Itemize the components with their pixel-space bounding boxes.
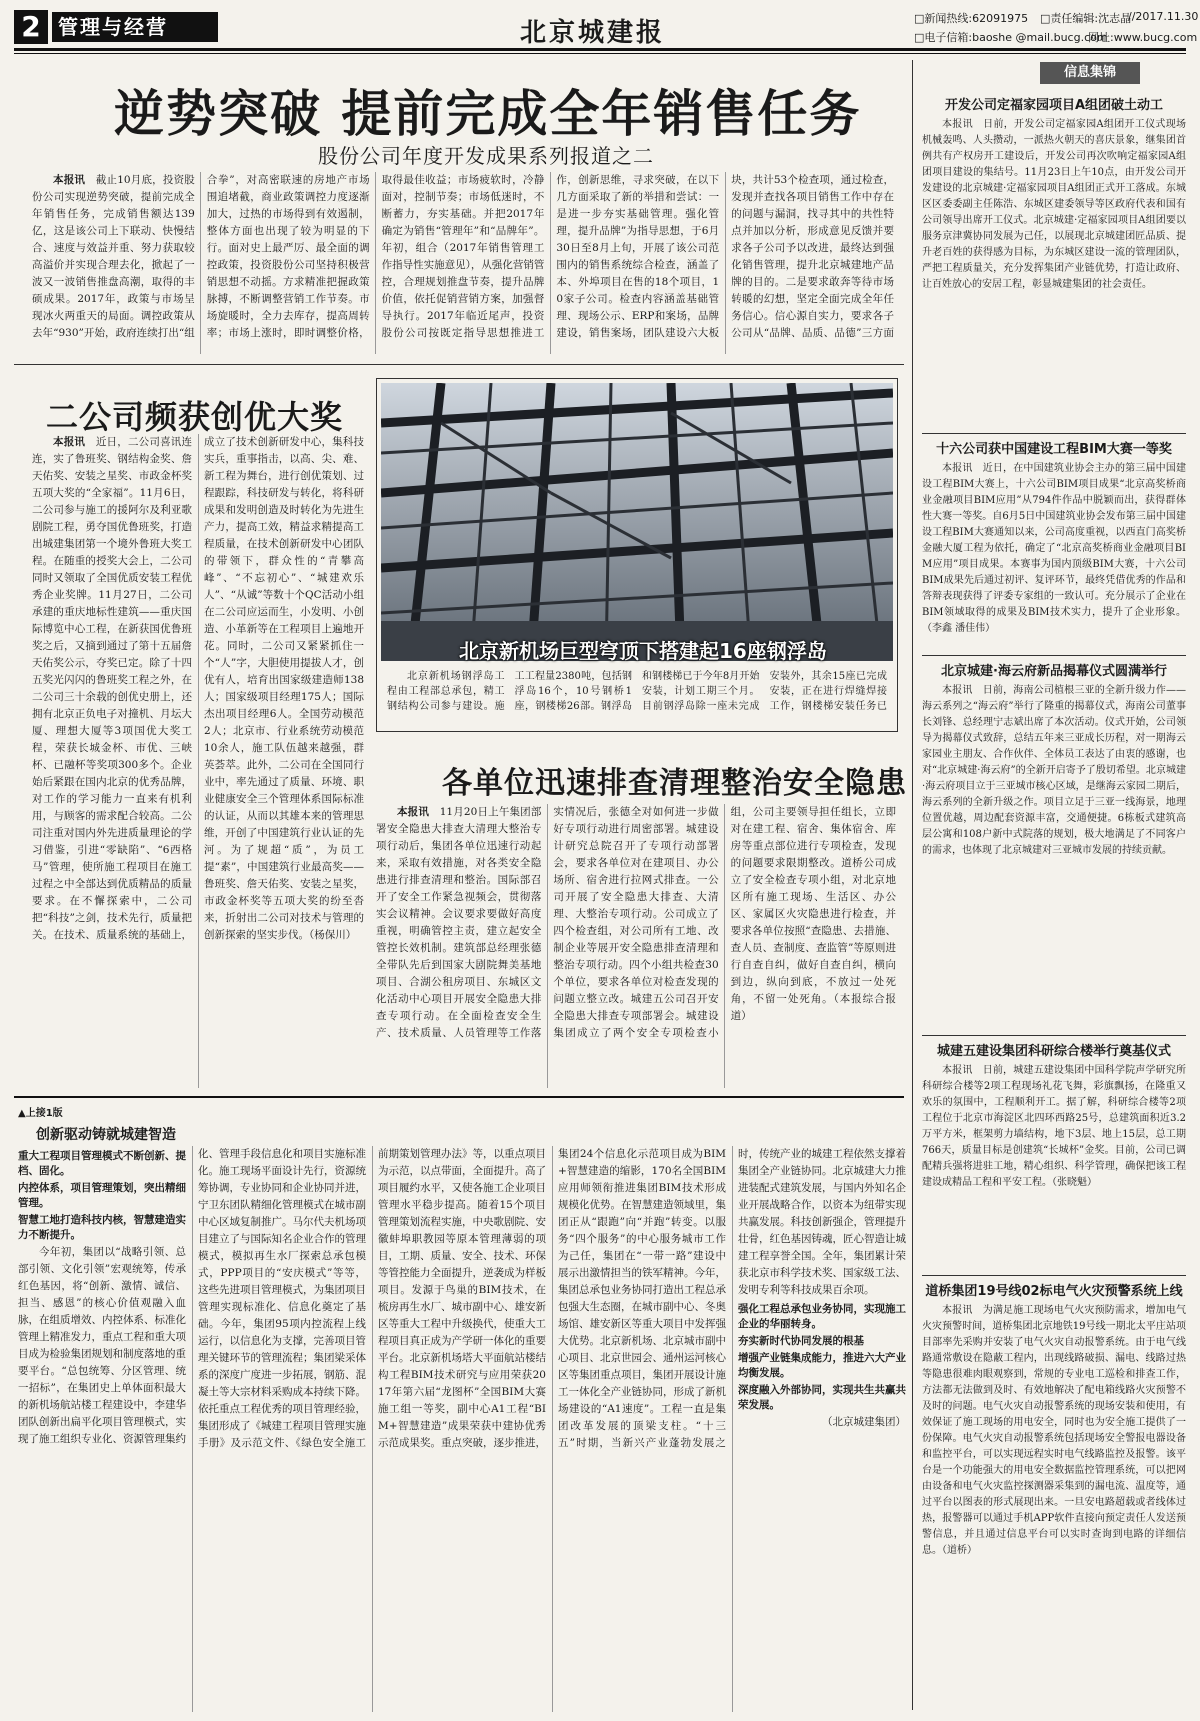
sidebar	[922, 90, 1186, 1710]
sidebar-item-4-title: 城建五建设集团科研综合楼举行奠基仪式	[936, 1044, 1171, 1059]
photo-frame	[376, 378, 898, 732]
safety-headline: 各单位迅速排查清理整治安全隐患	[442, 766, 907, 801]
email[interactable]: □电子信箱:baoshe @mail.bucg.com	[914, 31, 1108, 44]
bottom-body	[18, 1146, 906, 1712]
section-name: 管理与经营	[52, 12, 218, 42]
sidebar-item-3-title: 北京城建·海云府新品揭幕仪式圆满举行	[941, 664, 1167, 679]
page-number: 2	[14, 10, 48, 44]
photo-steel-islands	[381, 383, 893, 661]
bottom-credit: （北京城建集团）	[822, 1416, 906, 1428]
second-body-text: 近日，二公司喜讯连连，实了鲁班奖、钢结构金奖、詹天佑奖、安装之星奖、市政金杯奖五项大奖的“全家福”。11月6日，二公司参与施工的援阿尔及利亚歌剧院工程，勇夺国优鲁班奖，打造出城建集团第一个境外鲁班大奖工程。在随重的授奖大会上，二公司同时又领取了全国优质安装工程优秀企业奖牌。11月27日，二公司承建的重庆地标性建筑——重庆国际博览中心工程，在新获国优鲁班奖之后，又摘到通过了第十五届詹天佑奖公示，夺奖已定。除了十四五奖光闪闪的鲁班奖工程之外，在二公司三十余载的创优史册上，还拥有北京正负电子对撞机、月坛大厦、理想大厦等3项国优大奖工程，荣获长城金杯、市优、三峡杯、已融杯等奖项300多个。企业始后紧跟在国内北京的优秀品牌，对工作的学习能力一直来有机利用，与顾客的需求配合较高。二公司注重对国内外先进质量理论的学习借鉴，引进“零缺陷”、“6西格马”管理，使所施工程项目在施工过程之中全部达到优质精品的质量要求。在不懈探索中，二公司把“科技”之剑，技术先行，质量把关。在技术、质量系统的基础上，成立了技术创新研发中心，集科技实兵，重事指击，以高、尖、难、新工程为舞台，进行创优策划、过程跟踪，科技研发与转化，将科研成果和发明创造及时转化为先进生产力，提高工效，精益求精提高工程质量，在技术创新研发中心团队的带领下，群众性的“青攀高峰”、“不忘初心”、“城建欢乐人”、“从诚”等数十个QC活动小组在二公司应运而生，小发明、小创造、小革新等在工程项目上遍地开花。同时，二公司又紧紧抓住一个“人”字，大胆使用提拔人才，创优有人，培育出国家级建造师138人；国家级项目经理175人；国际杰出项目经理6人。全国劳动模范2人；北京市、行业系统劳动模范10余人，施工队伍越来越强，群英荟萃。此外，二公司在全国同行业中，率先通过了质量、环境、职业健康安全三个管理体系国际标准的认证，从而以其雄本来的管理思维，开创了中国建筑行业认证的先河。为了规超“质”，为员工提“素”，中国建筑行业最高奖——鲁班奖、詹天佑奖、安装之星奖，市政金杯奖等五项大奖的纷至沓来，折射出二公司对技术与管理的创新探索的坚实步伐。	[32, 436, 364, 941]
bottom-body-text: 今年初，集团以“战略引领、总部引领、文化引领”宏观统筹，传承红色基因，将“创新、激情、诚信、担当、感恩”的核心价值观融入血脉，在组质增效、内控体系、标准化管理上精准发力，重点工程和重大项目成为检验集团规划和制度落地的重要平台。“总包统筹、分区管理、统一招标”，在集团史上单体面积最大的新机场航站楼工程建设中，李建华团队创新出扁平化项目管理模式，实现了施工组织专业化、资源管理集约化、管理手段信息化和项目实施标准化。施工现场平面设计先行，资源统筹协调，专业协同和企业协同并进，宁卫东团队精细化管理模式在城市副中心区域复制推广。马尔代夫机场项目建立了与国际知名企业合作的管理模式，模拟再生水厂探索总承包模式，PPP项目的“安庆模式”等等，这些先进项目管理模式，为集团项目管理实现标准化、信息化奠定了基础。今年，集团95项内控流程上线运行，以信息化为支撑，完善项目管理关键环节的管理流程；集团梁采体系的深度广度进一步拓展，钢筋、混凝土等大宗材料采购成本持续下降。依托重点工程优秀的项目管理经验，集团形成了《城建工程项目管理实施手册》及示范文件、《绿色安全施工前期策划管理办法》等，以重点项目为示范，以点带面，全面提升。高了项目履约水平，又使各施工企业项目管理水平稳步提高。随着15个项目管理策划流程实施，中央歌剧院、安徽蚌埠职教园等原本管理薄弱的项目，工期、质量、安全、技术、环保等管控能力全面提升，逆袭成为样板项目。发源于鸟巢的BIM技术，在梳房再生水厂、城市副中心、雄安新区等重大工程中升级换代，使重大工程项目真正成为产学研一体化的重要平台。北京新机场塔大平面航站楼结构工程BIM技术研究与应用荣获2017年第六届“龙图杯”全国BIM大赛施工组一等奖，副中心A1工程“BIM+智慧建造”成果荣获中建协优秀示范成果奖。重点突破，逐步推进，集团24个信息化示范项目成为BIM+智慧建造的缩影，170名全国BIM应用师领衔推进集团BIM技术形成规模化优势。在智慧建造领域里，集团正从“跟跑”向“并跑”转变。以服务“四个服务”的中心服务城市工作为己任，集团在“一带一路”建设中展示出激情担当的铁军精神。今年，集团总承包业务协同打造出工程总承包强大生态圈，在城市副中心、冬奥场馆、雄安新区等重大项目中发挥强大优势。北京新机场、北京城市副中心项目、北京世园会、通州运河核心区等集团重点项目，集团开展设计施工一体化全产业链协同，形成了新机场建设的“A1速度”。工程一直是集团改革发展的顶梁支柱。“十三五”时期，当新兴产业蓬勃发展之时，传统产业的城建工程依然支撑着集团全产业链协同。北京城建大力推进装配式建筑发展，与国内外知名企业开展战略合作，以资本为纽带实现共赢发展。科技创新强企，管理提升壮骨，红色基因铸魂，匠心智造让城建工程享誉全国。全年，集团累计荣获北京市科学技术奖、国家级工法、发明专利等科技成果百余项。	[18, 1148, 906, 1449]
bottom-headline: 创新驱动铸就城建智造	[36, 1127, 176, 1143]
sidebar-item-2-body	[922, 461, 1186, 651]
paper-name: 北京城建报	[520, 18, 666, 48]
safety-credit: （本报综合报道）	[730, 993, 896, 1022]
bottom-subhead-1: 重大工程项目管理模式不断创新、提档、固化。	[18, 1150, 186, 1177]
sidebar-divider-3	[922, 1035, 1186, 1036]
safety-byline: 本报讯	[397, 806, 430, 818]
lead-headline: 逆势突破 提前完成全年销售任务	[114, 85, 862, 143]
website[interactable]: 网址:www.bucg.com	[1088, 31, 1198, 44]
masthead	[0, 0, 1200, 48]
editor: □责任编辑:沈志晶	[1040, 12, 1132, 25]
bottom-subhead-2: 内控体系，项目管理策划，突出精细管理。	[18, 1182, 186, 1209]
lead-body-text: 截止10月底，投资股份公司实现逆势突破，提前完成全年销售任务，完成销售额达139亿，这是该公司上下联动、快慢结合、速度与效益并重、努力获取较高溢价并实现合理去化，掀起了一波又一波销售推盘高潮，取得的丰硕成果。2017年，政策与市场呈现冰火两重天的局面。调控政策从去年“930”开始，政府连续打出“组合拳”，对高密联速的房地产市场围追堵截，商业政策调控力度逐渐加大，过热的市场得到有效遏制，整体方面也出现了较为明显的下行。面对史上最严厉、最全面的调控政策，投资股份公司坚持积极营销思想不动摇。方求精准把握政策脉搏，不断调整营销工作节奏。市场旋暖时，全力去库存，提高周转率；市场上涨时，即时调整价格，取得最佳收益；市场疲软时，冷静面对，控制节奏；市场低迷时，不断蓄力，夯实基础。并把2017年确定为销售“管理年”和“品牌年”。年初，组合（2017年销售管理工作指导性实施意见），从强化营销管控，合理规划推盘节奏，提升品牌价值，依托促销营销方案，加强督导执行。2017年临近尾声，投资股份公司按既定指导思想推进工作，创新思维，寻求突破，在以下几方面采取了新的举措和尝试：一是进一步夯实基础管理。强化管理，提升品牌”为指导思想，于6月30日至8月上旬，开展了该公司范围内的销售系统综合检查，涵盖了本、外埠项目在售的18个项目，10家子公司。检查内容涵盖基础管理、现场公示、ERP和案场，品牌建设，销售案场，团队建设六大板块，共计53个检查项，通过检查，发现并查找各项目销售工作中存在的问题与漏洞，找寻其中的共性特点并加以分析，形成意见反馈并要求各子公司予以改进，最终达到强化销售管理，提升北京城建地产品牌的目的。二是要求敢奔等待市场转暖的幻想，坚定全面完成全年任务信心。信心源自实力，要求各子公司从“品牌、品质、品德”三方面	[32, 174, 894, 339]
sidebar-item-3-body	[922, 683, 1186, 1031]
bottom-subhead-3: 智慧工地打造科技内核，智慧建造实力不断提升。	[18, 1214, 186, 1241]
photo-caption: 北京新机场巨型穹顶下搭建起16座钢浮岛	[459, 639, 827, 663]
second-credit: （杨保川）	[309, 929, 357, 941]
bottom-subhead-6: 增强产业链集成能力，推进六大产业均衡发展。	[738, 1352, 906, 1379]
bottom-subhead-7: 深度融入外部协同，实现共生共赢共荣发展。	[738, 1384, 906, 1411]
jump-label[interactable]: ▲上接1版	[18, 1108, 63, 1119]
lead-body	[32, 172, 894, 354]
sidebar-divider-2	[922, 655, 1186, 656]
sidebar-item-1-title: 开发公司定福家园项目A组团破土动工	[944, 98, 1164, 113]
photo-subtext	[387, 669, 887, 727]
safety-body	[376, 804, 896, 1088]
lead-byline: 本报讯	[53, 174, 86, 186]
sidebar-item-5-text: 本报讯 为满足施工现场电气火灾预防需求，增加电气火灾预警时间，道桥集团北京地铁19号线一期北太平庄站项目部率先采购并安装了电气火灾自动报警系统。由于电气线路通常敷设在隐蔽工程内，出现线路破损、漏电、线路过热等隐患很难肉眼观察到，常规的专业电工巡检和排查工作，方法都无法做到及时、有效地解决了配电箱线路火灾预警不及时的问题。电气火灾自动报警系统的现场安装和使用，有效保证了施工现场的用电安全，同时也为安全施工提供了一份保障。电气火灾自动报警系统包括现场安全警报电器设备和监控平台，可以实现远程实时电气线路监控及报警。该平台是一个功能强大的用电安全数据监控管理系统，可以把网由设备和电气火灾监控探测器采集到的漏电流、温度等，通过平台以图表的形式展现出来。一旦安电路超载或者线体过热，报警器可以通过手机APP软件直接向预定责任人发送预警信息，并且通过信息平台可以实时查询到电路的详细信息。	[922, 1305, 1186, 1556]
sidebar-item-5-credit: （道桥）	[942, 1545, 977, 1556]
sidebar-item-2-title: 十六公司获中国建设工程BIM大赛一等奖	[936, 442, 1172, 457]
sidebar-item-1-text: 本报讯 日前，开发公司定福家园A组团开工仪式现场机械轰鸣、人头攒动，一派热火朝天的喜庆景象，继集团首例共有产权房开工建设后，开发公司再次吹响定福家园A组团项目建设的集结号。11月23日上午10点，由开发公司开发建设的北京城建·定福家园项目A组团正式开工落成。东城区区委委副主任陈浩、东城区建委领导等区政府代表和国有公司领导出席开工仪式。北京城建·定福家园项目A组团要以服务京津冀协同发展为己任，以展现北京城建团匠品质、提升老百姓的获得感为目标，为东城区建设一流的管理团队，严把工程质量关，充分发挥集团产业链优势，打造让政府、让百姓放心的安居工程，彰显城建集团的社会责任。	[922, 119, 1186, 290]
bottom-subhead-4: 强化工程总承包业务协同，实现施工企业的华丽转身。	[738, 1303, 906, 1330]
issue-date: //2017.11.30	[1128, 10, 1199, 23]
second-body	[32, 434, 364, 1088]
sidebar-divider-4	[922, 1275, 1186, 1276]
sidebar-tag: 信息集锦	[1040, 62, 1140, 84]
sidebar-item-5-body	[922, 1303, 1186, 1710]
sidebar-item-2-credit: （李鑫 潘佳伟）	[922, 623, 996, 634]
sidebar-item-4-body	[922, 1063, 1186, 1271]
sidebar-item-4-credit: （张晓魁）	[1052, 1177, 1097, 1188]
safety-body-text: 11月20日上午集团部署安全隐患大排查大清理大整治专项行动后，集团各单位迅速行动起来，采取有效措施，对各类安全隐患进行排查清理和整治。国际部召开了安全工作紧急视频会，贯彻落实会议精神。会议要求要做好高度重视，明确管控主责，建立起安全管控长效机制。建筑部总经理张德全带队先后到国家大剧院舞美基地项目、合湖公租房项目、东城区文化活动中心项目开展安全隐患大排查专项行动。在全面检查安全生产、技术质量、人员管理等工作落实情况后，张德全对如何进一步做好专项行动进行周密部署。城建设计研究总院召开了专项行动部署会，要求各单位对在建项目、办公场所、宿舍进行拉网式排查。一公司开展了安全隐患大排查、大清理、大整治专项行动。公司成立了四个检查组，对公司所有工地、改制企业等展开安全隐患排查清理和整治专项行动。四个小组共检查30个单位，要求各单位对检查发现的问题立整立改。城建五公司召开安全隐患大排查专项部署会。城建设集团成立了两个安全专项检查小组，公司主要领导担任组长，立即对在建工程、宿舍、集体宿舍、库房等重点部位进行专项检查，发现的问题要求限期整改。道桥公司成立了安全检查专项小组，对北京地区所有施工现场、生活区、办公区、家属区火灾隐患进行检查，并要求各单位按照“查隐患、去措施、查人员、查制度、查监管”等原则进行自查自纠，做好自查自纠，横向到边，纵向到底，不放过一处死角，不留一处死角。	[376, 806, 896, 1039]
hotline: □新闻热线:62091975	[914, 12, 1029, 25]
sidebar-item-1-body	[922, 117, 1186, 429]
sidebar-divider-1	[922, 433, 1186, 434]
bottom-subhead-5: 夯实新时代协同发展的根基	[738, 1335, 864, 1347]
sidebar-item-4-text: 本报讯 日前，城建五建设集团中国科学院声学研究所科研综合楼等2项工程现场礼花飞舞，彩旗飘扬，在隆重又欢乐的氛围中，工程顺利开工。据了解，科研综合楼等2项工程位于北京市海淀区北四环西路25号，总建筑面积近3.2万平方米，框架剪力墙结构，地下3层、地上15层，总工期766天，质量目标是创建筑“长城杯”金奖。目前，公司已调配精兵强将进驻工地，精心组织、科学管理，确保把该工程建设成精品工程和平安工程。	[922, 1065, 1186, 1188]
photo-subtext-body: 北京新机场钢浮岛工程由工程部总承包，精工钢结构公司参与建设。施工工程量2380吨，包括钢浮岛16个，10号钢桥1座，钢楼梯26部。钢浮岛和钢楼梯已于今年8月开始安装，计划工期三个月。目前钢浮岛除一座未完成安装外，其余15座已完成安装，正在进行焊缝焊接工作，钢楼梯安装任务已	[387, 671, 887, 712]
second-headline: 二公司频获创优大奖	[46, 398, 344, 436]
second-byline: 本报讯	[53, 436, 86, 448]
top-rule-thin	[14, 53, 1186, 54]
bottom-divider	[14, 1096, 904, 1098]
sidebar-item-3-text: 本报讯 日前，海南公司植根三亚的全新升级力作——海云系列之“海云府”举行了隆重的揭幕仪式，海南公司董事长刘锋、总经理宁志斌出席了本次活动。仪式开始，公司领导为揭幕仪式致辞，总结五年来三亚成长历程，对一期海云家园业主朋友、合作伙伴、全体员工表达了由衷的感谢，也对“北京城建·海云府”的全新开启寄予了殷切希望。北京城建·海云府项目立于三亚城市核心区域，是继海云家园二期后，海云系列的全新升级之作。项目立足于三亚一线海景，地理位置优越，周边配套资源丰富，交通便捷。6栋板式建筑高层公寓和108户新中式院落的规划，极大地满足了不同客户的需求，也体现了北京城建对三亚城市发展的持续贡献。	[922, 685, 1186, 856]
top-rule	[14, 48, 1186, 51]
sidebar-item-5-title: 道桥集团19号线02标电气火灾预警系统上线	[925, 1284, 1183, 1299]
photo-illustration	[381, 383, 893, 661]
sidebar-item-2-text: 本报讯 近日，在中国建筑业协会主办的第三届中国建设工程BIM大赛上，十六公司BIM项目成果“北京高奖桥商业金融项目BIM应用”从794件作品中脱颖而出，获得群体性大赛一等奖。自6月5日中国建筑业协会发布第三届中国建设工程BIM大赛通知以来，公司高度重视，以西直门高奖桥金融大厦工程为依托，确定了“北京高奖桥商业金融项目BIM应用”项目成果。本赛事为国内顶级BIM大赛，十六公司BIM成果先后通过初评、复评环节，最终凭借优秀的作品和答辩表现获得了评委专家组的一致认可。充分展示了企业在BIM领域取得的成果及BIM技术实力，提升了企业形象。	[922, 463, 1186, 618]
lead-subhead: 股份公司年度开发成果系列报道之二	[318, 144, 654, 168]
sidebar-rule	[912, 60, 913, 1710]
section-divider	[14, 364, 904, 365]
